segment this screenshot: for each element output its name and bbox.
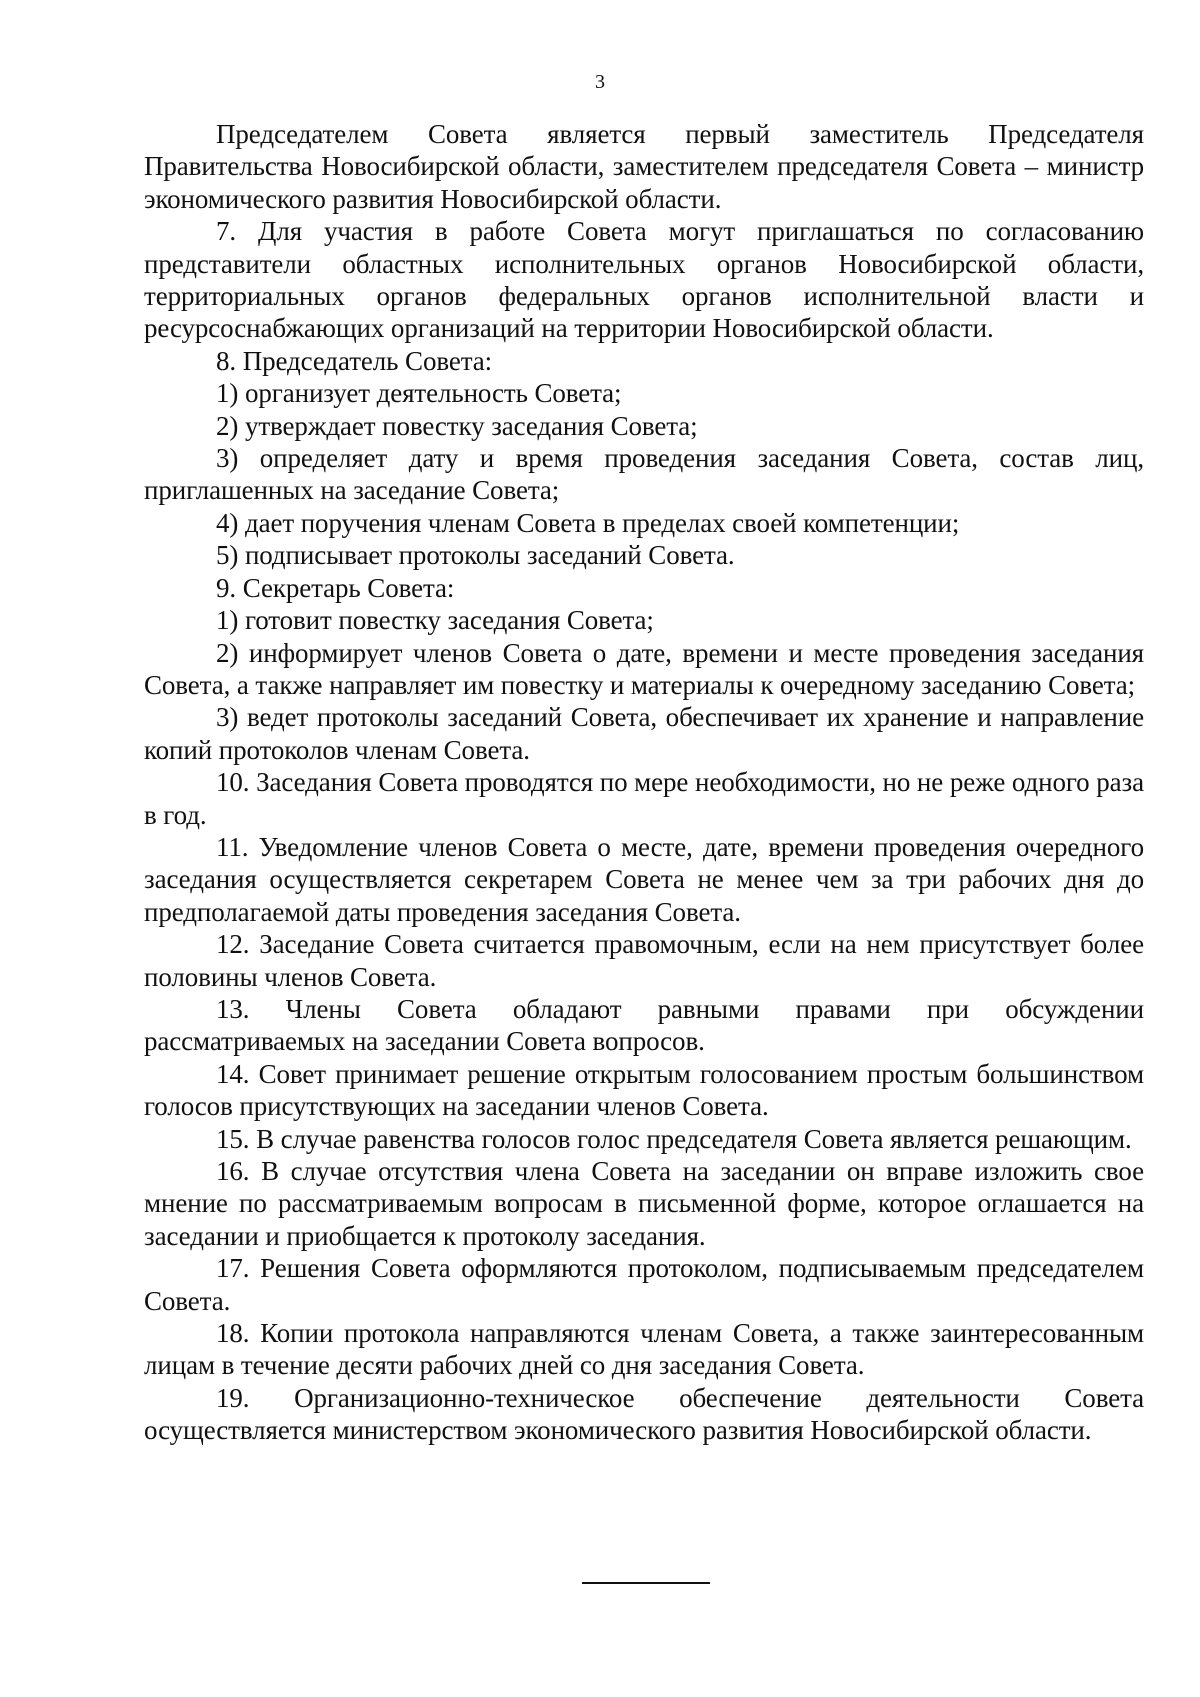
paragraph-item-14: 14. Совет принимает решение открытым голосованием простым большинством голосов присутствующих на заседании членов Совета. — [144, 1058, 1144, 1122]
paragraph-item-15: 15. В случае равенства голосов голос председателя Совета является решающим. — [216, 1123, 1132, 1154]
document-body — [144, 118, 1144, 1447]
paragraph-item-7: 7. Для участия в работе Совета могут приглашаться по согласованию представители областных исполнительных органов Новосибирской области, территориальных органов федеральных органов исполнительной власти и ресурсоснабжающих организаций на территории Новосибирской области. — [144, 216, 1144, 344]
paragraph-item-11: 11. Уведомление членов Совета о месте, дате, времени проведения очередного заседания осуществляется секретарем Совета не менее чем за три рабочих дня до предполагаемой даты проведения заседания Совета. — [144, 831, 1144, 927]
paragraph-item-10: 10. Заседания Совета проводятся по мере необходимости, но не реже одного раза в год. — [144, 767, 1144, 830]
paragraph-item-9-3: 3) ведет протоколы заседаний Совета, обеспечивает их хранение и направление копий протоколов членам Совета. — [144, 702, 1144, 765]
paragraph-item-16: 16. В случае отсутствия члена Совета на заседании он вправе изложить свое мнение по рассматриваемым вопросам в письменной форме, которое оглашается на заседании и приобщается к протоколу заседания. — [144, 1156, 1144, 1251]
paragraph-item-13: 13. Члены Совета обладают равными правами при обсуждении рассматриваемых на заседании Совета вопросов. — [144, 993, 1144, 1057]
paragraph-item-8-3: 3) определяет дату и время проведения заседания Совета, состав лиц, приглашенных на заседание Совета; — [144, 443, 1144, 506]
paragraph-item-8-5: 5) подписывает протоколы заседаний Совета. — [216, 540, 735, 571]
paragraph-item-17: 17. Решения Совета оформляются протоколом, подписываемым председателем Совета. — [144, 1253, 1144, 1316]
paragraph-item-19: 19. Организационно-техническое обеспечение деятельности Совета осуществляется министерством экономического развития Новосибирской области. — [144, 1382, 1144, 1446]
paragraph-item-8-4: 4) дает поручения членам Совета в пределах своей компетенции; — [216, 507, 960, 538]
paragraph-item-9: 9. Секретарь Совета: — [216, 572, 455, 603]
paragraph-item-8-1: 1) организует деятельность Совета; — [216, 378, 622, 409]
paragraph-item-8-2: 2) утверждает повестку заседания Совета; — [216, 410, 698, 441]
paragraph-item-9-1: 1) готовит повестку заседания Совета; — [216, 605, 654, 636]
paragraph-item-18: 18. Копии протокола направляются членам Совета, а также заинтересованным лицам в течение десяти рабочих дней со дня заседания Совета. — [144, 1318, 1144, 1381]
paragraph-chairman: Председателем Совета является первый заместитель Председателя Правительства Новосибирской области, заместителем председателя Совета – министр экономического развития Новосибирской области. — [144, 119, 1144, 214]
paragraph-item-12: 12. Заседание Совета считается правомочным, если на нем присутствует более половины членов Совета. — [144, 929, 1144, 992]
page-number: 3 — [595, 71, 605, 93]
end-of-document-rule — [582, 1582, 710, 1584]
paragraph-item-9-2: 2) информирует членов Совета о дате, времени и месте проведения заседания Совета, а также направляет им повестку и материалы к очередному заседанию Совета; — [144, 637, 1144, 700]
paragraph-item-8: 8. Председатель Совета: — [216, 345, 493, 376]
